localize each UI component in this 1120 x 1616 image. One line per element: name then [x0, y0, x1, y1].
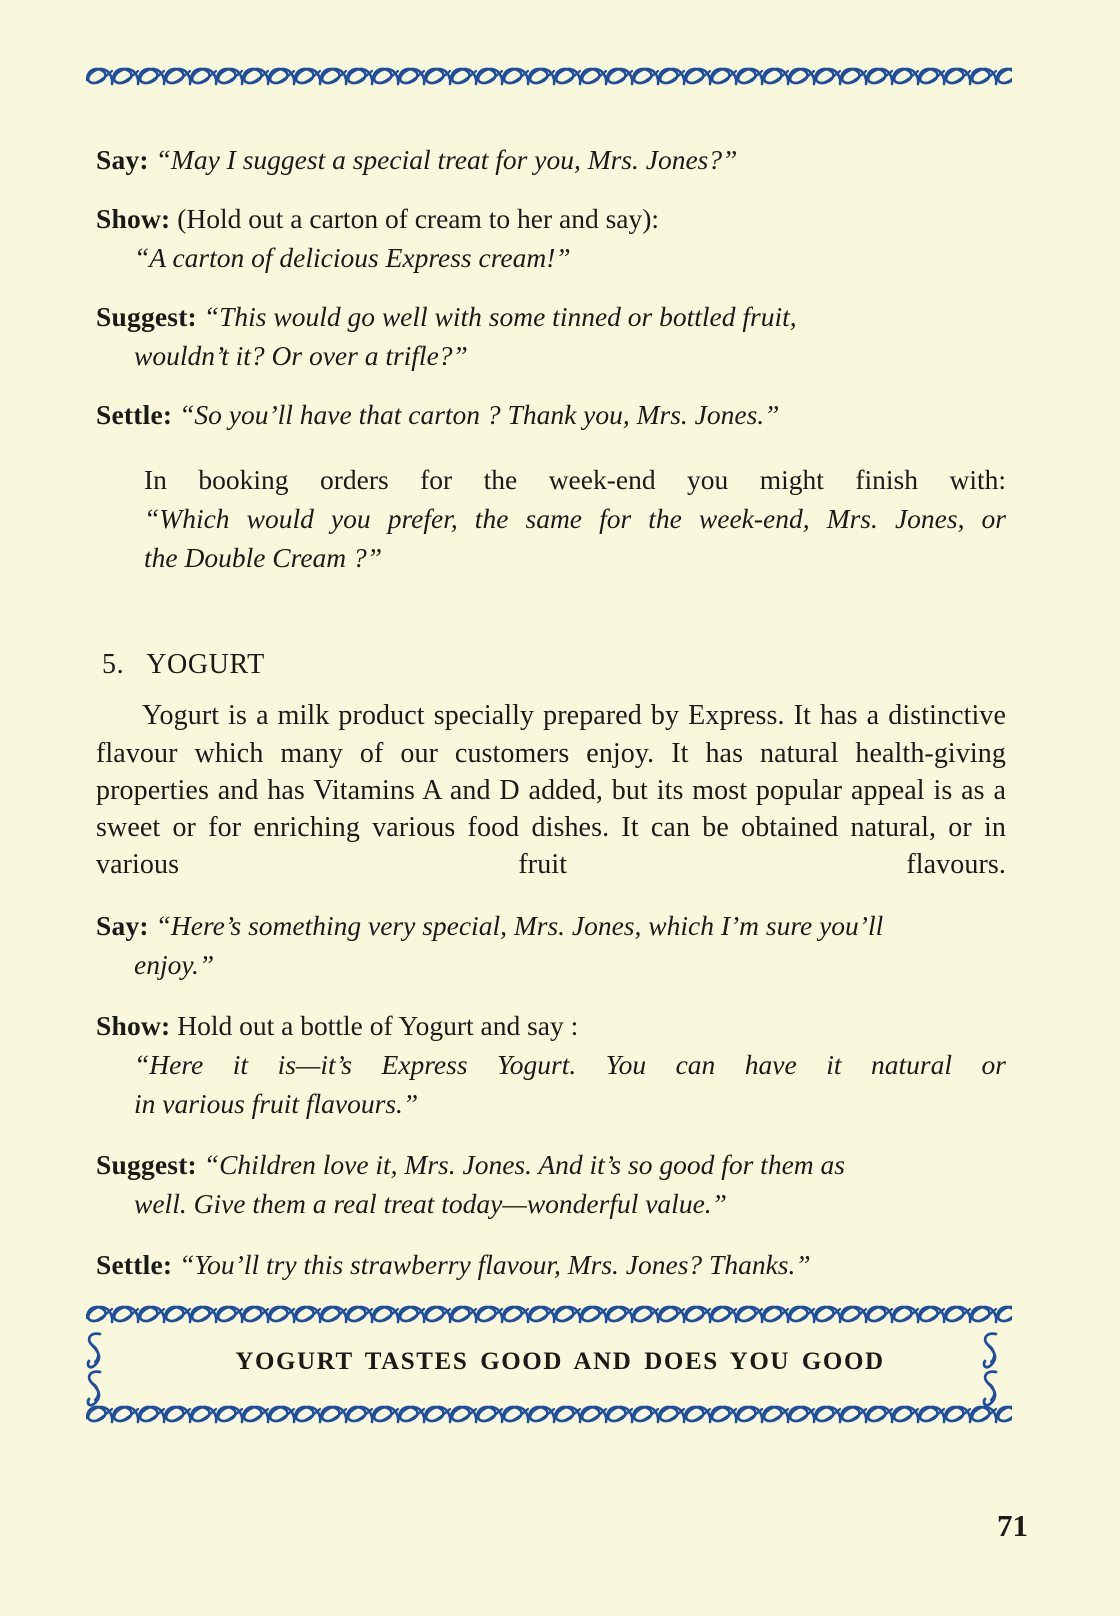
dialog-text: “May I suggest a special treat for you, Mrs. Jones?”	[155, 144, 738, 175]
section-heading	[96, 649, 1006, 681]
dialog-continuation: enjoy.”	[134, 948, 215, 980]
dialog-text: “Children love it, Mrs. Jones. And it’s so good for them as	[203, 1148, 845, 1180]
dialog-block	[96, 199, 1006, 277]
dialog-line	[96, 1145, 1006, 1184]
dialog-block	[96, 1245, 1006, 1284]
yogurt-dialog-group	[96, 906, 1006, 1284]
dialog-block	[96, 1006, 1006, 1123]
dialog-continuation: in various fruit flavours.”	[134, 1087, 419, 1119]
dialog-line	[96, 297, 1006, 336]
dialog-line	[96, 199, 1006, 238]
dialog-cue: Say:	[96, 909, 149, 941]
footer-bottom-ornament	[86, 1400, 1012, 1434]
cream-dialog-group	[96, 140, 1006, 577]
dialog-continuation: “Here it is—it’s Express Yogurt. You can have it natural or	[134, 1048, 1006, 1080]
dialog-line	[96, 395, 1006, 434]
dialog-cue: Settle:	[96, 1248, 173, 1280]
page-content	[96, 140, 1006, 1306]
dialog-text: Hold out a bottle of Yogurt and say :	[177, 1009, 579, 1041]
note-lead: In booking orders for the week-end you might finish with:	[144, 464, 1006, 496]
dialog-text: “Here’s something very special, Mrs. Jones, which I’m sure you’ll	[155, 909, 884, 941]
dialog-line	[96, 906, 1006, 945]
dialog-cue: Show:	[96, 1009, 171, 1041]
dialog-block	[96, 906, 1006, 984]
dialog-cue: Settle:	[96, 399, 173, 431]
section-paragraph: Yogurt is a milk product specially prepared by Express. It has a distinctive flavour which many of our customers enjoy. It has natural health-giving properties and has Vitamins A and D added, but its most popular appeal is as a sweet or for enriching various food dishes. It can be obtained natural, or in various fruit flavours.	[96, 700, 1006, 881]
dialog-cue: Suggest:	[96, 1148, 197, 1180]
dialog-block	[96, 395, 1006, 434]
section-number: 5.	[102, 649, 125, 681]
footer-slogan	[0, 1348, 1120, 1376]
page-number: 71	[997, 1508, 1028, 1543]
dialog-line	[96, 1006, 1006, 1045]
section-title: YOGURT	[146, 649, 265, 681]
dialog-continuation: wouldn’t it? Or over a trifle?”	[134, 340, 468, 372]
note-quote-line: the Double Cream ?”	[144, 542, 383, 574]
closing-note	[96, 460, 1006, 577]
dialog-cue: Show:	[96, 203, 171, 235]
dialog-continuation: “A carton of delicious Express cream!”	[134, 242, 571, 274]
dialog-line	[96, 1245, 1006, 1284]
note-quote-line: “Which would you prefer, the same for the week-end, Mrs. Jones, or	[144, 503, 1006, 535]
dialog-continuation: well. Give them a real treat today—wonderful value.”	[134, 1187, 727, 1219]
dialog-line	[96, 140, 1006, 179]
dialog-text: “This would go well with some tinned or bottled fruit,	[203, 301, 797, 333]
top-border-ornament	[86, 62, 1012, 96]
dialog-block	[96, 1145, 1006, 1223]
dialog-text: (Hold out a carton of cream to her and say):	[177, 203, 660, 235]
footer-slogan-text: YOGURT TASTES GOOD AND DOES YOU GOOD	[235, 1348, 885, 1375]
dialog-block	[96, 140, 1006, 179]
dialog-cue: Suggest:	[96, 301, 197, 333]
dialog-block	[96, 297, 1006, 375]
dialog-text: “So you’ll have that carton ? Thank you, Mrs. Jones.”	[179, 399, 780, 431]
dialog-text: “You’ll try this strawberry flavour, Mrs. Jones? Thanks.”	[179, 1248, 811, 1280]
dialog-cue: Say:	[96, 144, 149, 175]
